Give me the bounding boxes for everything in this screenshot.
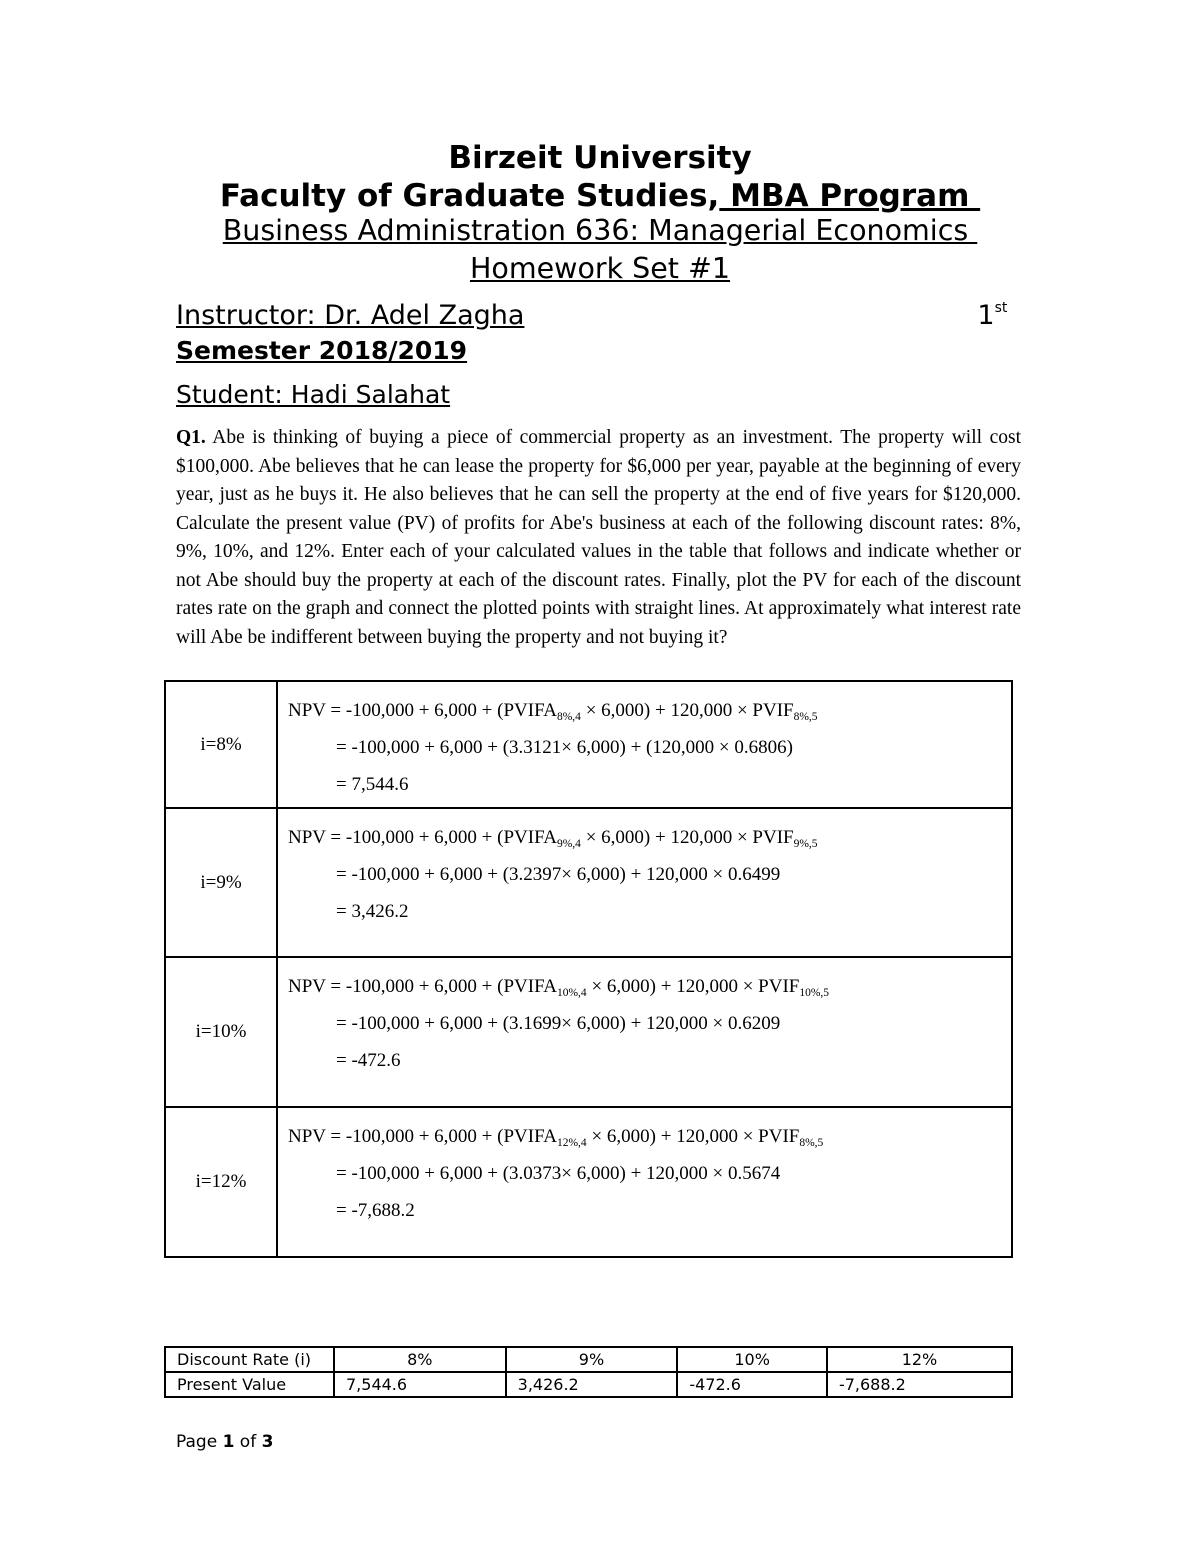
formula-subscript: 9%,5: [793, 838, 818, 850]
formula-subscript: 9%,4: [556, 838, 581, 850]
question-paragraph: [176, 424, 1021, 652]
formula-subscript: 12%,4: [556, 1137, 587, 1149]
rate-value: 10%: [677, 1347, 827, 1372]
formula-subscript: 8%,5: [793, 711, 818, 723]
formula-subscript: 10%,5: [799, 987, 830, 999]
npv-calculation-table: [164, 680, 1013, 1258]
instructor-name: Dr. Adel Zagha: [324, 300, 525, 331]
formula-part: NPV = -100,000 + 6,000 + (PVIFA: [288, 827, 557, 848]
table-row: [165, 681, 1012, 808]
question-number: Q1.: [176, 427, 206, 448]
student-line: Student: Hadi Salahat: [176, 380, 451, 409]
formula-part: × 6,000) + 120,000 × PVIF: [586, 976, 800, 997]
npv-formula: [288, 972, 1011, 1009]
npv-substitution: = -100,000 + 6,000 + (3.0373× 6,000) + 120,000 × 0.5674: [336, 1163, 781, 1184]
summary-table: [164, 1346, 1013, 1398]
faculty-title: [0, 178, 1200, 214]
formula-part: × 6,000) + 120,000 × PVIF: [580, 700, 794, 721]
pv-value: -7,688.2: [827, 1372, 1012, 1397]
calc-cell: [277, 1107, 1012, 1257]
formula-part: NPV = -100,000 + 6,000 + (PVIFA: [288, 700, 557, 721]
rate-cell: i=8%: [165, 681, 277, 808]
table-row: [165, 957, 1012, 1107]
rate-value: 8%: [334, 1347, 506, 1372]
question-text: Abe is thinking of buying a piece of commercial property as an investment. The property will cost $100,000. Abe believes that he can lease the property for $6,000 per year, payable at the beginning of every year, just as he buys it. He also believes that he can sell the property at the end of five years for $120,000. Calculate the present value (PV) of profits for Abe's business at each of the following discount rates: 8%, 9%, 10%, and 12%. Enter each of your calculated values in the table that follows and indicate whether or not Abe should buy the property at each of the discount rates. Finally, plot the PV for each of the discount rates rate on the graph and connect the plotted points with straight lines. At approximately what interest rate will Abe be indifferent between buying the property and not buying it?: [176, 427, 1021, 648]
npv-formula: [288, 696, 1011, 733]
formula-subscript: 8%,4: [556, 711, 581, 723]
npv-substitution: = -100,000 + 6,000 + (3.1699× 6,000) + 120,000 × 0.6209: [336, 1013, 781, 1034]
rate-value: 9%: [506, 1347, 678, 1372]
formula-subscript: 10%,4: [556, 987, 587, 999]
pv-value: -472.6: [677, 1372, 827, 1397]
university-title: Birzeit University: [448, 140, 752, 176]
npv-result: = 3,426.2: [336, 901, 409, 922]
page-footer: [176, 1432, 273, 1452]
pv-value: 3,426.2: [506, 1372, 678, 1397]
discount-rate-label: Discount Rate (i): [165, 1347, 334, 1372]
calc-cell: [277, 808, 1012, 957]
faculty-name: Faculty of Graduate Studies,: [219, 178, 720, 214]
page-number: 1: [222, 1432, 235, 1452]
instructor-label: Instructor:: [176, 300, 325, 331]
table-row: [165, 808, 1012, 957]
formula-part: NPV = -100,000 + 6,000 + (PVIFA: [288, 976, 557, 997]
npv-substitution: = -100,000 + 6,000 + (3.3121× 6,000) + (120,000 × 0.6806): [336, 737, 793, 758]
formula-subscript: 8%,5: [799, 1137, 824, 1149]
npv-result: = -472.6: [336, 1050, 401, 1071]
table-row: [165, 1372, 1012, 1397]
npv-result: = 7,544.6: [336, 774, 409, 795]
semester-sup: st: [994, 300, 1008, 316]
npv-substitution: = -100,000 + 6,000 + (3.2397× 6,000) + 120,000 × 0.6499: [336, 864, 781, 885]
formula-part: NPV = -100,000 + 6,000 + (PVIFA: [288, 1126, 557, 1147]
course-title: [0, 214, 1200, 247]
course-title-text: Business Administration 636: Managerial Economics: [222, 214, 978, 247]
rate-cell: i=9%: [165, 808, 277, 957]
instructor-line: [176, 300, 1016, 331]
formula-part: × 6,000) + 120,000 × PVIF: [586, 1126, 800, 1147]
of-word: of: [234, 1432, 262, 1452]
table-row: [165, 1347, 1012, 1372]
homework-title-text: Homework Set #1: [469, 252, 731, 285]
page-word: Page: [176, 1432, 223, 1452]
program-name: MBA Program: [719, 178, 981, 214]
formula-part: × 6,000) + 120,000 × PVIF: [580, 827, 794, 848]
table-row: [165, 1107, 1012, 1257]
page-total: 3: [261, 1432, 274, 1452]
calc-cell: [277, 957, 1012, 1107]
npv-formula: [288, 823, 1011, 860]
semester-line: Semester 2018/2019: [176, 336, 468, 365]
homework-title: [0, 252, 1200, 285]
rate-cell: i=12%: [165, 1107, 277, 1257]
semester-number: [977, 300, 1016, 331]
rate-value: 12%: [827, 1347, 1012, 1372]
semester-num: 1: [977, 300, 995, 331]
pv-value: 7,544.6: [334, 1372, 506, 1397]
npv-formula: [288, 1122, 1011, 1159]
npv-result: = -7,688.2: [336, 1200, 415, 1221]
calc-cell: [277, 681, 1012, 808]
rate-cell: i=10%: [165, 957, 277, 1107]
present-value-label: Present Value: [165, 1372, 334, 1397]
